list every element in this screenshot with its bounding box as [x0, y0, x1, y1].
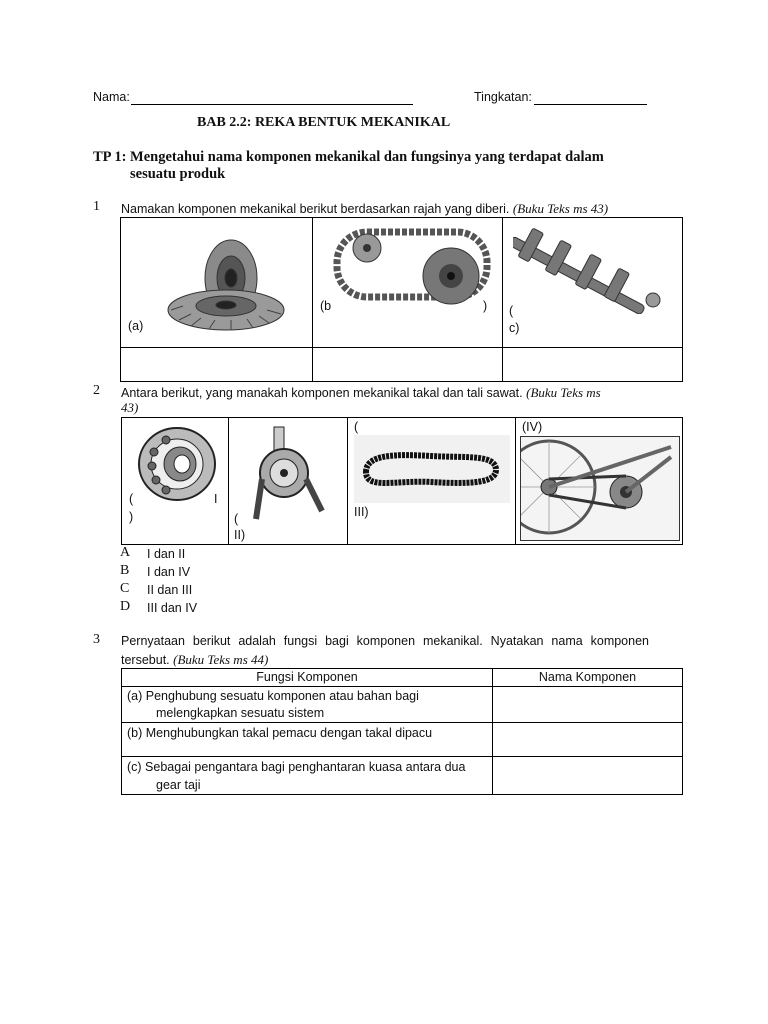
q2-option-b-letter: B [120, 563, 130, 578]
q1-label-b-open: (b [320, 299, 332, 313]
q2-label-i-open: ( [129, 492, 134, 506]
q1-cell-a [120, 217, 313, 348]
chain-sprocket-icon [333, 224, 503, 319]
q3-row-c-fungsi [121, 756, 493, 795]
q3-number: 3 [93, 632, 100, 647]
q2-label-ii-open: ( [234, 512, 239, 526]
q1-answer-b[interactable] [312, 347, 503, 382]
q2-label-iii-close: III) [354, 505, 369, 519]
q3-row-a-fungsi [121, 686, 493, 723]
q3-row-c-line1: (c) Sebagai pengantara bagi penghantaran kuasa antara dua [127, 760, 466, 774]
q2-text [121, 385, 601, 401]
q1-question: Namakan komponen mekanikal berikut berdasarkan rajah yang diberi. [121, 202, 510, 216]
tingkatan-label: Tingkatan: [474, 90, 532, 104]
q1-label-a: (a) [128, 319, 144, 333]
q2-number: 2 [93, 383, 100, 398]
q1-answer-c[interactable] [502, 347, 683, 382]
q2-cell-i [121, 417, 229, 545]
pulley-icon [234, 423, 344, 523]
q2-option-c-text[interactable]: II dan III [147, 583, 193, 597]
q3-row-c-line2: gear taji [156, 778, 201, 792]
tingkatan-input-line[interactable] [534, 89, 647, 105]
q3-row-a-line2: melengkapkan sesuatu sistem [156, 706, 325, 720]
chapter-title: BAB 2.2: REKA BENTUK MEKANIKAL [197, 115, 451, 130]
q2-label-i-close: ) [129, 510, 134, 524]
bearing-icon [132, 424, 222, 504]
nama-input-line[interactable] [131, 89, 413, 105]
q3-header-nama-text: Nama Komponen [538, 670, 637, 684]
q1-text [121, 201, 608, 217]
q1-cell-b [312, 217, 503, 348]
q2-cell-iv [515, 417, 683, 545]
q2-option-a-text[interactable]: I dan II [147, 547, 186, 561]
nama-label: Nama: [93, 90, 130, 104]
q3-row-b-line1: (b) Menghubungkan takal pemacu dengan takal dipacu [127, 726, 433, 740]
q3-text-line1: Pernyataan berikut adalah fungsi bagi komponen mekanikal. Nyatakan nama komponen [121, 634, 649, 648]
q2-label-i-mid: I [214, 492, 218, 506]
q2-label-iii-open: ( [354, 420, 359, 434]
tp-heading-line2: sesuatu produk [130, 166, 226, 182]
crankshaft-icon [513, 224, 673, 314]
belt-icon [356, 440, 506, 500]
q1-cell-c [502, 217, 683, 348]
q2-label-ii-close: II) [234, 528, 246, 542]
q2-option-d-letter: D [120, 599, 131, 614]
q1-label-b-close: ) [483, 299, 488, 313]
q2-reference-line2: 43) [121, 400, 139, 415]
q1-label-c-open: ( [509, 304, 514, 318]
q2-cell-iii [347, 417, 516, 545]
q1-label-c-close: c) [509, 321, 520, 335]
q3-text-line2 [121, 652, 268, 668]
q3-reference: (Buku Teks ms 44) [173, 652, 269, 667]
q1-answer-a[interactable] [120, 347, 313, 382]
q3-header-nama [492, 668, 683, 687]
q3-row-a-line1: (a) Penghubung sesuatu komponen atau bahan bagi [127, 689, 419, 703]
q2-label-iv: (IV) [522, 420, 543, 434]
q2-option-d-text[interactable]: III dan IV [147, 601, 198, 615]
q3-row-a-answer[interactable] [492, 686, 683, 723]
q1-reference: (Buku Teks ms 43) [512, 201, 609, 216]
bicycle-photo-frame [520, 436, 680, 541]
q3-text-line2-text: tersebut. [121, 653, 170, 667]
tp-heading-line1: TP 1: Mengetahui nama komponen mekanikal dan fungsinya yang terdapat dalam [93, 149, 604, 165]
q2-option-a-letter: A [120, 545, 131, 560]
q3-header-fungsi-text: Fungsi Komponen [256, 670, 358, 684]
q3-row-b-fungsi [121, 722, 493, 757]
q3-row-b-answer[interactable] [492, 722, 683, 757]
q2-reference-line1: (Buku Teks ms [526, 385, 601, 400]
q1-number: 1 [93, 199, 100, 214]
q3-row-c-answer[interactable] [492, 756, 683, 795]
q2-option-c-letter: C [120, 581, 130, 596]
q3-header-fungsi [121, 668, 493, 687]
q2-option-b-text[interactable]: I dan IV [147, 565, 191, 579]
q2-cell-ii [228, 417, 348, 545]
q2-question: Antara berikut, yang manakah komponen mekanikal takal dan tali sawat. [121, 386, 523, 400]
bicycle-chain-icon [521, 437, 680, 541]
